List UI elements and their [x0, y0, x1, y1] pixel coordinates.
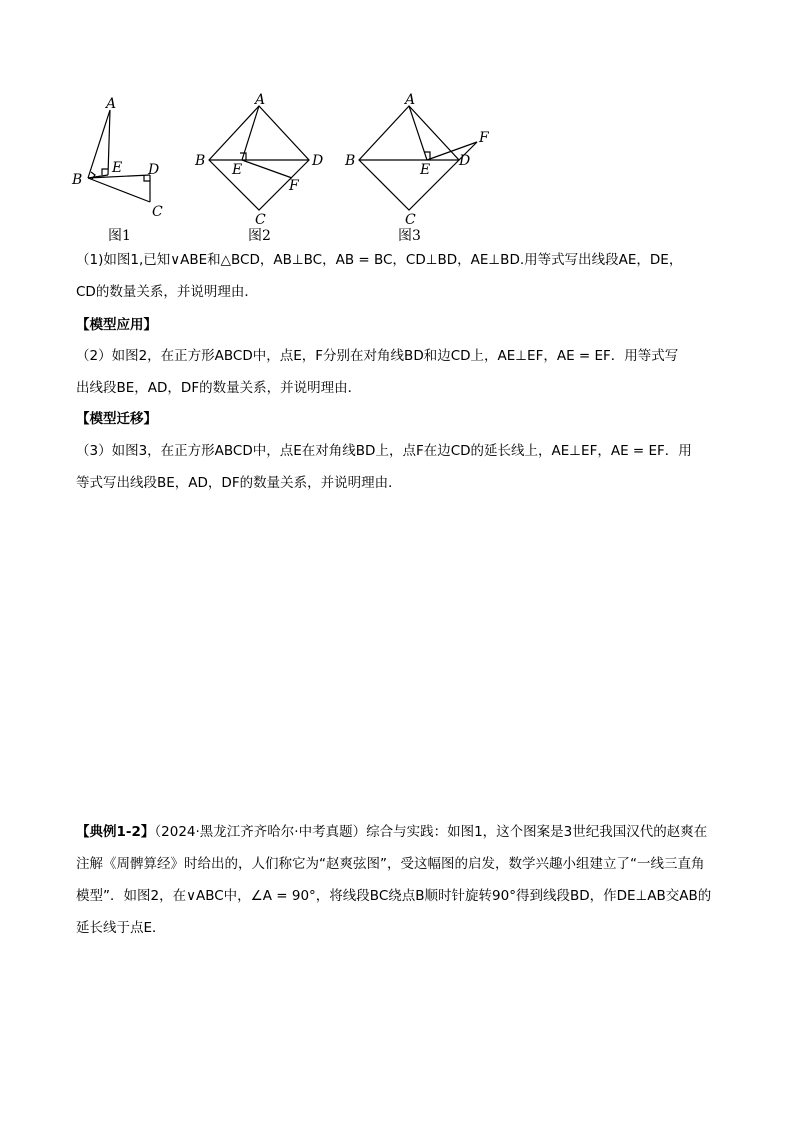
question-3-line-2: 等式写出线段BE，AD，DF的数量关系，并说明理由．: [76, 475, 402, 491]
example-line-2: 注解《周髀算经》时给出的，人们称它为“赵爽弦图”，受这幅图的启发，数学兴趣小组建立了“一线三直角: [76, 856, 705, 872]
label-D: D: [148, 162, 160, 178]
figure-3: [342, 90, 502, 225]
label-A: A: [106, 96, 117, 112]
label-C: C: [405, 212, 416, 225]
figure-3-diagram: [342, 90, 502, 225]
label-F: F: [479, 130, 489, 146]
label-B: B: [72, 172, 83, 188]
section-heading-transfer: 【模型迁移】: [76, 411, 157, 427]
figure-2-diagram: [192, 90, 332, 225]
label-D: D: [312, 153, 324, 169]
label-E: E: [420, 162, 431, 178]
question-1-line-2: CD的数量关系，并说明理由．: [76, 284, 258, 300]
question-2-line-1: （2）如图2，在正方形ABCD中，点E，F分别在对角线BD和边CD上，AE⊥EF，AE = EF．用等式写: [76, 348, 679, 364]
figure-1-caption: 图1: [108, 228, 131, 244]
figure-1-diagram: [70, 90, 180, 225]
label-D: D: [459, 153, 471, 169]
example-source: （2024·黑龙江齐齐哈尔·中考真题）: [154, 824, 367, 840]
label-E: E: [112, 160, 123, 176]
figure-1: [70, 90, 180, 225]
label-C: C: [152, 204, 163, 220]
label-A: A: [405, 92, 416, 108]
figure-2: [192, 90, 332, 225]
example-tag: 【典例1-2】: [76, 824, 155, 840]
label-B: B: [345, 153, 356, 169]
figure-3-caption: 图3: [398, 228, 421, 244]
question-2-line-2: 出线段BE，AD，DF的数量关系，并说明理由．: [76, 380, 362, 396]
figure-2-caption: 图2: [248, 228, 271, 244]
question-1-line-1: （1)如图1,已知∨ABE和△BCD，AB⊥BC，AB = BC，CD⊥BD，AE⊥BD.用等式写出线段AE，DE，: [76, 252, 683, 268]
label-F: F: [289, 178, 299, 194]
label-E: E: [232, 162, 243, 178]
label-C: C: [255, 212, 266, 225]
label-A: A: [255, 92, 266, 108]
label-B: B: [195, 153, 206, 169]
example-line-1: [76, 823, 707, 841]
example-line-4: 延长线于点E．: [76, 920, 166, 936]
question-3-line-1: （3）如图3，在正方形ABCD中，点E在对角线BD上，点F在边CD的延长线上，AE⊥EF，AE = EF．用: [76, 443, 692, 459]
section-heading-apply: 【模型应用】: [76, 317, 157, 333]
example-line-3: 模型”．如图2，在∨ABC中，∠A = 90°，将线段BC绕点B顺时针旋转90°得到线段BD，作DE⊥AB交AB的: [76, 888, 712, 904]
example-line-1-text: 综合与实践：如图1，这个图案是3世纪我国汉代的赵爽在: [366, 824, 708, 840]
